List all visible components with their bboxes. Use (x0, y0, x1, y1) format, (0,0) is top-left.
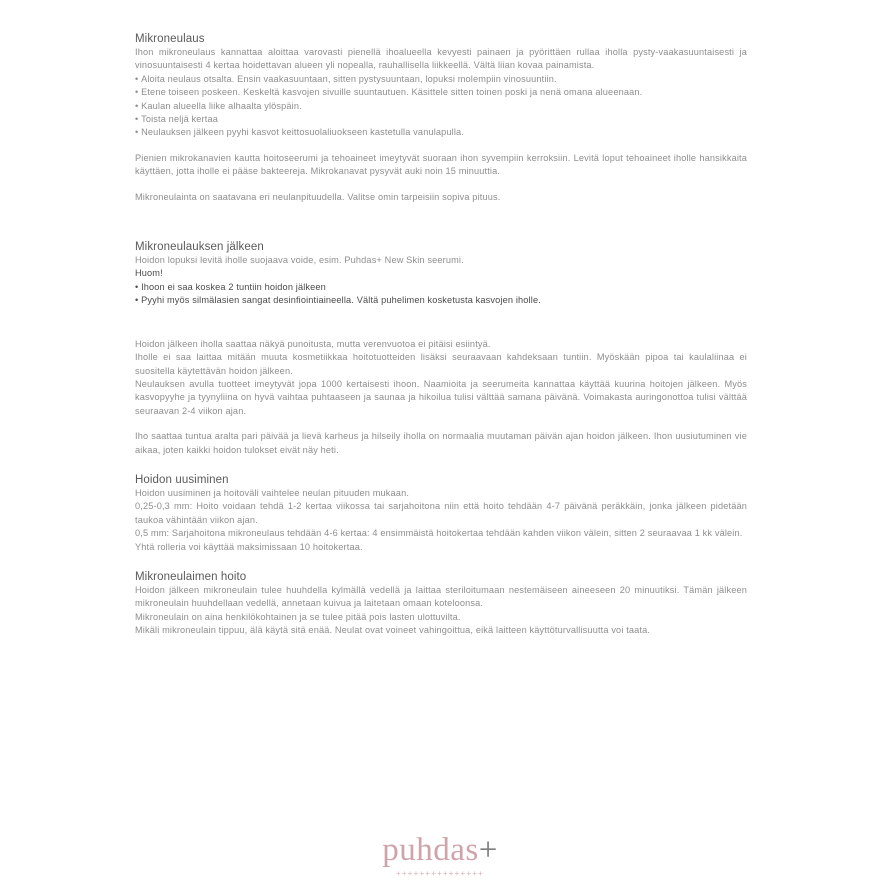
list-item: • Neulauksen jälkeen pyyhi kasvot keittosuolaliuokseen kastetulla vanulapulla. (135, 126, 747, 139)
brand-logo (0, 832, 880, 869)
list-item: • Ihoon ei saa koskea 2 tuntiin hoidon jälkeen (135, 281, 747, 294)
paragraph-uusiminen-3: 0,5 mm: Sarjahoitona mikroneulaus tehdään 4-6 kertaa: 4 ensimmäistä hoitokertaa tehdään kahden viikon välein, sitten 2 seuraavaa 1 kk välein. (135, 528, 743, 539)
list-item: • Toista neljä kertaa (135, 113, 747, 126)
heading-mikroneulaus: Mikroneulaus (135, 33, 205, 45)
document-page (135, 32, 747, 638)
section-uusiminen (135, 473, 747, 554)
paragraph-kosmetiikka: Iholle ei saa laittaa mitään muuta kosmetiikkaa hoitotuotteiden lisäksi seuraavaan kahdeksaan tuntiin. Myöskään pipoa tai kaulaliinaa ei suositella käytettävän hoidon jälkeen. (135, 352, 747, 376)
paragraph-punoitus: Hoidon jälkeen iholla saattaa näkyä punoitusta, mutta verenvuotoa ei pitäisi esiintyä. (135, 338, 491, 349)
warnings-list (135, 281, 747, 308)
section-yleinen (135, 338, 747, 457)
section-mikroneulaus (135, 32, 747, 204)
paragraph-uusiminen-1: Hoidon uusiminen ja hoitoväli vaihtelee neulan pituuden mukaan. (135, 487, 410, 498)
heading-hoito: Mikroneulaimen hoito (135, 570, 247, 583)
list-item: • Kaulan alueella liike alhaalta ylöspäin. (135, 100, 747, 113)
paragraph-jalkeen-line1: Hoidon lopuksi levitä iholle suojaava voide, esim. Puhdas+ New Skin seerumi. (135, 255, 464, 266)
paragraph-hoito-2: Mikroneulain on aina henkilökohtainen ja se tulee pitää pois lasten ulottuvilta. (135, 611, 461, 622)
steps-list (135, 73, 747, 140)
paragraph-intro: Ihon mikroneulaus kannattaa aloittaa varovasti pienellä ihoalueella kevyesti painaen ja pyörittäen rullaa iholla pysty-vaakasuuntaisesti ja vinosuuntaisesti 4 kertaa hoidettavan alueen yli nopealla, rauhallisella liikkeellä. Vältä liian kovaa painamista. (135, 47, 747, 71)
heading-jalkeen: Mikroneulauksen jälkeen (135, 241, 264, 254)
heading-uusiminen: Hoidon uusiminen (135, 473, 229, 486)
paragraph-imeytyminen: Neulauksen avulla tuotteet imeytyvät jopa 1000 kertaisesti ihoon. Naamioita ja seerumeita kannattaa käyttää kuurina hoitojen jälkeen. Myös kasvopyyhe ja tyynyliina on hyvä vaihtaa puhtaaseen ja saunaa ja hikoilua tulisi välttää samana päivänä. Voimakasta auringonottoa tulisi välttää seuraavan 2-4 viikon ajan. (135, 378, 747, 416)
paragraph-hoito-1: Hoidon jälkeen mikroneulain tulee huuhdella kylmällä vedellä ja laittaa steriloitumaan nestemäiseen aineeseen 20 minuutiksi. Tämän jälkeen mikroneulain huuhdellaan vedellä, annetaan kuivua ja laitetaan omaan koteloonsa. (135, 584, 747, 609)
section-hoito (135, 570, 747, 638)
paragraph-neulanpituus: Mikroneulainta on saatavana eri neulanpituudella. Valitse omin tarpeisiin sopiva pituus. (135, 191, 501, 202)
list-item: • Pyyhi myös silmälasien sangat desinfiointiaineella. Vältä puhelimen kosketusta kasvojen iholle. (135, 294, 747, 307)
paragraph-mikrokanavat: Pienien mikrokanavien kautta hoitoseerumi ja tehoaineet imeytyvät suoraan ihon syvempiin kerroksiin. Levitä loput tehoaineet iholle hansikkaita käyttäen, jotta iholle ei pääse bakteereja. Mikrokanavat pysyvät auki noin 15 minuuttia. (135, 152, 747, 177)
paragraph-hoito-3: Mikäli mikroneulain tippuu, älä käytä sitä enää. Neulat ovat voineet vahingoittua, eikä laitteen käyttöturvallisuutta voi taata. (135, 625, 651, 636)
paragraph-uusiminen-4: Yhtä rolleria voi käyttää maksimissaan 10 hoitokertaa. (135, 541, 363, 552)
logo-text: puhdas (382, 832, 479, 868)
list-item: • Aloita neulaus otsalta. Ensin vaakasuuntaan, sitten pystysuuntaan, lopuksi molempiin vinosuuntiin. (135, 73, 747, 86)
paragraph-uusiminen-2: 0,25-0,3 mm: Hoito voidaan tehdä 1-2 kertaa viikossa tai sarjahoitona niin että hoito tehdään 4-7 päivänä peräkkäin, jonka jälkeen pidetään taukoa vähintään viikon ajan. (135, 501, 747, 525)
paragraph-karheus: Iho saattaa tuntua aralta pari päivää ja lievä karheus ja hilseily iholla on normaalia muutaman päivän ajan hoidon jälkeen. Ihon uusiutuminen vie aikaa, joten kaikki hoidon tulokset eivät näy heti. (135, 431, 747, 455)
paragraph-huom: Huom! (135, 268, 163, 279)
logo-plus: + (478, 832, 498, 868)
decorative-plus-row: +++++++++++++++ (395, 869, 485, 878)
section-jalkeen (135, 240, 747, 308)
list-item: • Etene toiseen poskeen. Keskeltä kasvojen sivuille suuntautuen. Käsittele sitten toinen poski ja nenä omana alueenaan. (135, 86, 747, 99)
